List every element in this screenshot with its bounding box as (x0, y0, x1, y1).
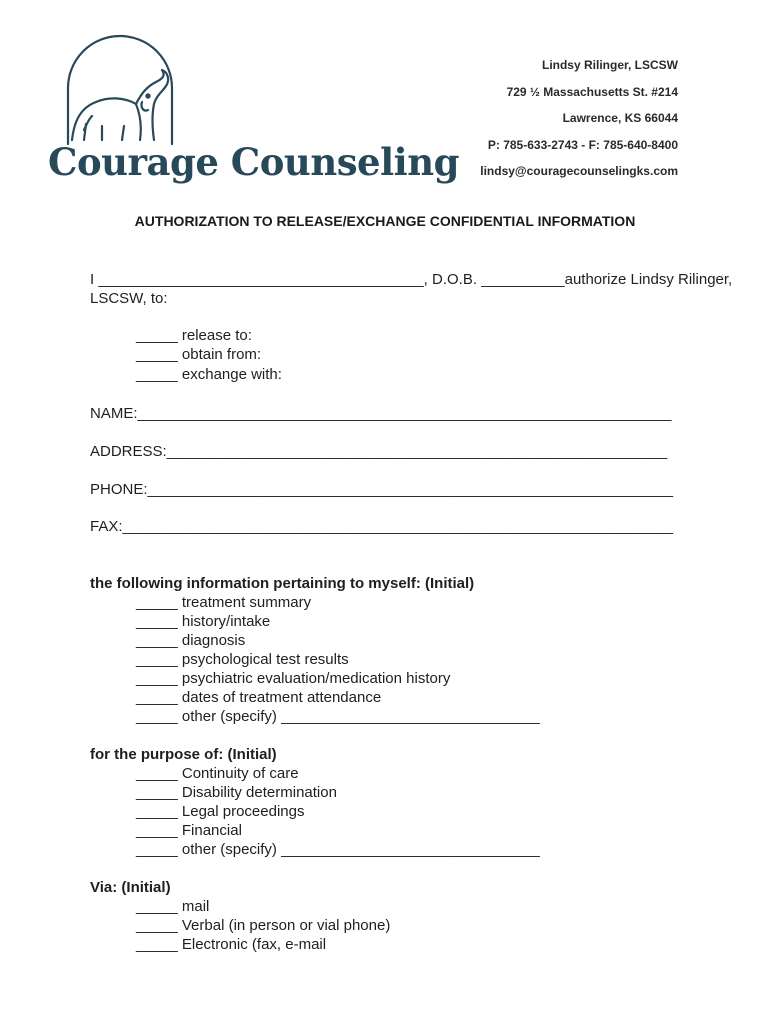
purpose-item: _____ Financial (136, 822, 242, 839)
logo-wordmark: Courage Counseling (48, 140, 459, 184)
purpose-item: _____ other (specify) _______________________________ (136, 841, 540, 858)
purpose-item: _____ Continuity of care (136, 765, 299, 782)
contact-name: Lindsy Rilinger, LSCSW (541, 58, 678, 72)
via-item: _____ Electronic (fax, e-mail (136, 936, 327, 953)
purpose-item: _____ Legal proceedings (136, 803, 305, 820)
via-item: _____ mail (136, 898, 210, 915)
purpose-heading: for the purpose of: (Initial) (90, 746, 277, 763)
purpose-item: _____ Disability determination (136, 784, 337, 801)
intro-line-2: LSCSW, to: (90, 290, 168, 307)
info-item: _____ other (specify) _______________________________ (136, 708, 540, 725)
fax-field: FAX:__________________________________________________________________ (90, 518, 674, 535)
action-exchange: _____ exchange with: (136, 366, 282, 383)
elephant-arch-icon (68, 36, 172, 144)
via-heading: Via: (Initial) (90, 879, 171, 896)
contact-city: Lawrence, KS 66044 (562, 111, 678, 125)
info-item: _____ psychiatric evaluation/medication history (136, 670, 451, 687)
contact-email: lindsy@couragecounselingks.com (480, 164, 678, 178)
info-item: _____ psychological test results (136, 651, 349, 668)
contact-block (480, 52, 678, 185)
intro-line-1: I _______________________________________, D.O.B. __________authorize Lindsy Rilinger, (90, 271, 733, 288)
name-field: NAME:________________________________________________________________ (90, 405, 672, 422)
action-release: _____ release to: (136, 327, 252, 344)
info-item: _____ dates of treatment attendance (136, 689, 382, 706)
phone-field: PHONE:_______________________________________________________________ (90, 481, 674, 498)
info-heading: the following information pertaining to myself: (Initial) (90, 575, 475, 592)
info-item: _____ diagnosis (136, 632, 246, 649)
contact-address: 729 ½ Massachusetts St. #214 (506, 84, 678, 99)
info-item: _____ history/intake (136, 613, 271, 630)
action-obtain: _____ obtain from: (136, 346, 262, 363)
via-item: _____ Verbal (in person or vial phone) (136, 917, 391, 934)
form-title: AUTHORIZATION TO RELEASE/EXCHANGE CONFIDENTIAL INFORMATION (134, 213, 636, 229)
address-field: ADDRESS:____________________________________________________________ (90, 443, 668, 460)
contact-phone-fax: P: 785-633-2743 - F: 785-640-8400 (487, 137, 678, 152)
info-item: _____ treatment summary (136, 594, 312, 611)
